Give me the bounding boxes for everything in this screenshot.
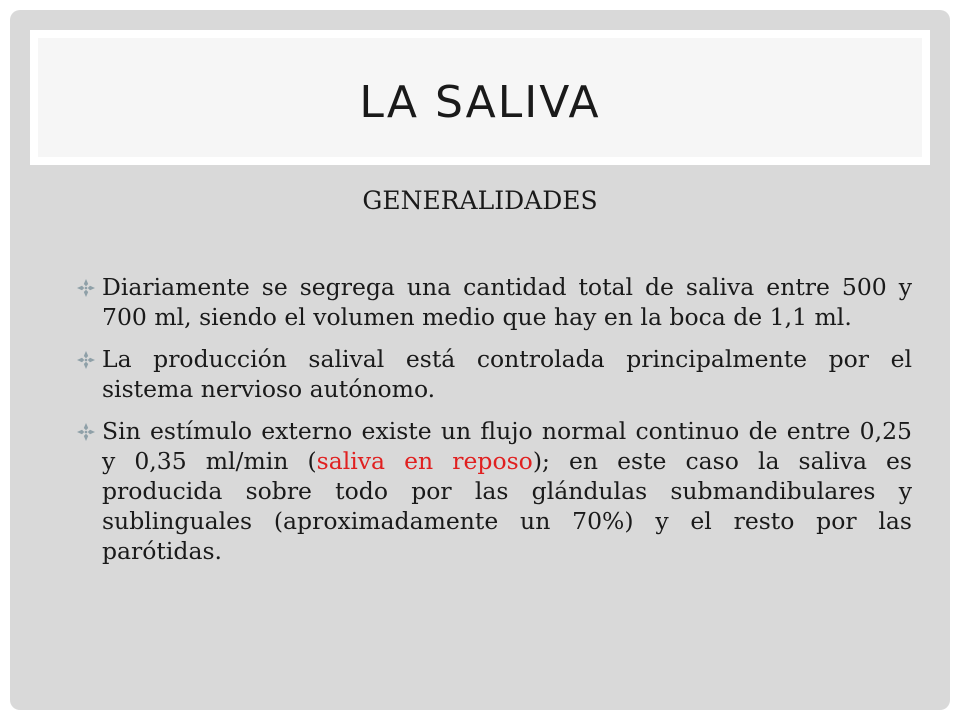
slide — [10, 10, 950, 710]
diamond-ornament-icon — [76, 350, 96, 370]
diamond-ornament-icon — [76, 278, 96, 298]
bullet-item — [72, 344, 912, 404]
title-box — [30, 30, 930, 165]
bullet-text: La producción salival está controlada principalmente por el sistema nervioso autónomo. — [102, 345, 912, 403]
slide-title: LA SALIVA — [359, 77, 601, 128]
highlighted-term: saliva en reposo — [316, 447, 533, 475]
bullet-item — [72, 416, 912, 566]
bullet-text: Diariamente se segrega una cantidad total de saliva entre 500 y 700 ml, siendo el volumen medio que hay en la boca de 1,1 ml. — [102, 273, 912, 331]
bullet-item — [72, 272, 912, 332]
slide-subtitle: GENERALIDADES — [362, 186, 598, 215]
bullet-text: ); en este caso la saliva es producida sobre todo por las glándulas submandibulares y sublinguales (aproximadamente un 70%) y el resto por las parótidas. — [102, 447, 912, 565]
bullet-text: Sin estímulo externo existe un flujo normal continuo de entre 0,25 y 0,35 ml/min ( — [102, 417, 912, 475]
diamond-ornament-icon — [76, 422, 96, 442]
bullet-list — [72, 272, 912, 578]
